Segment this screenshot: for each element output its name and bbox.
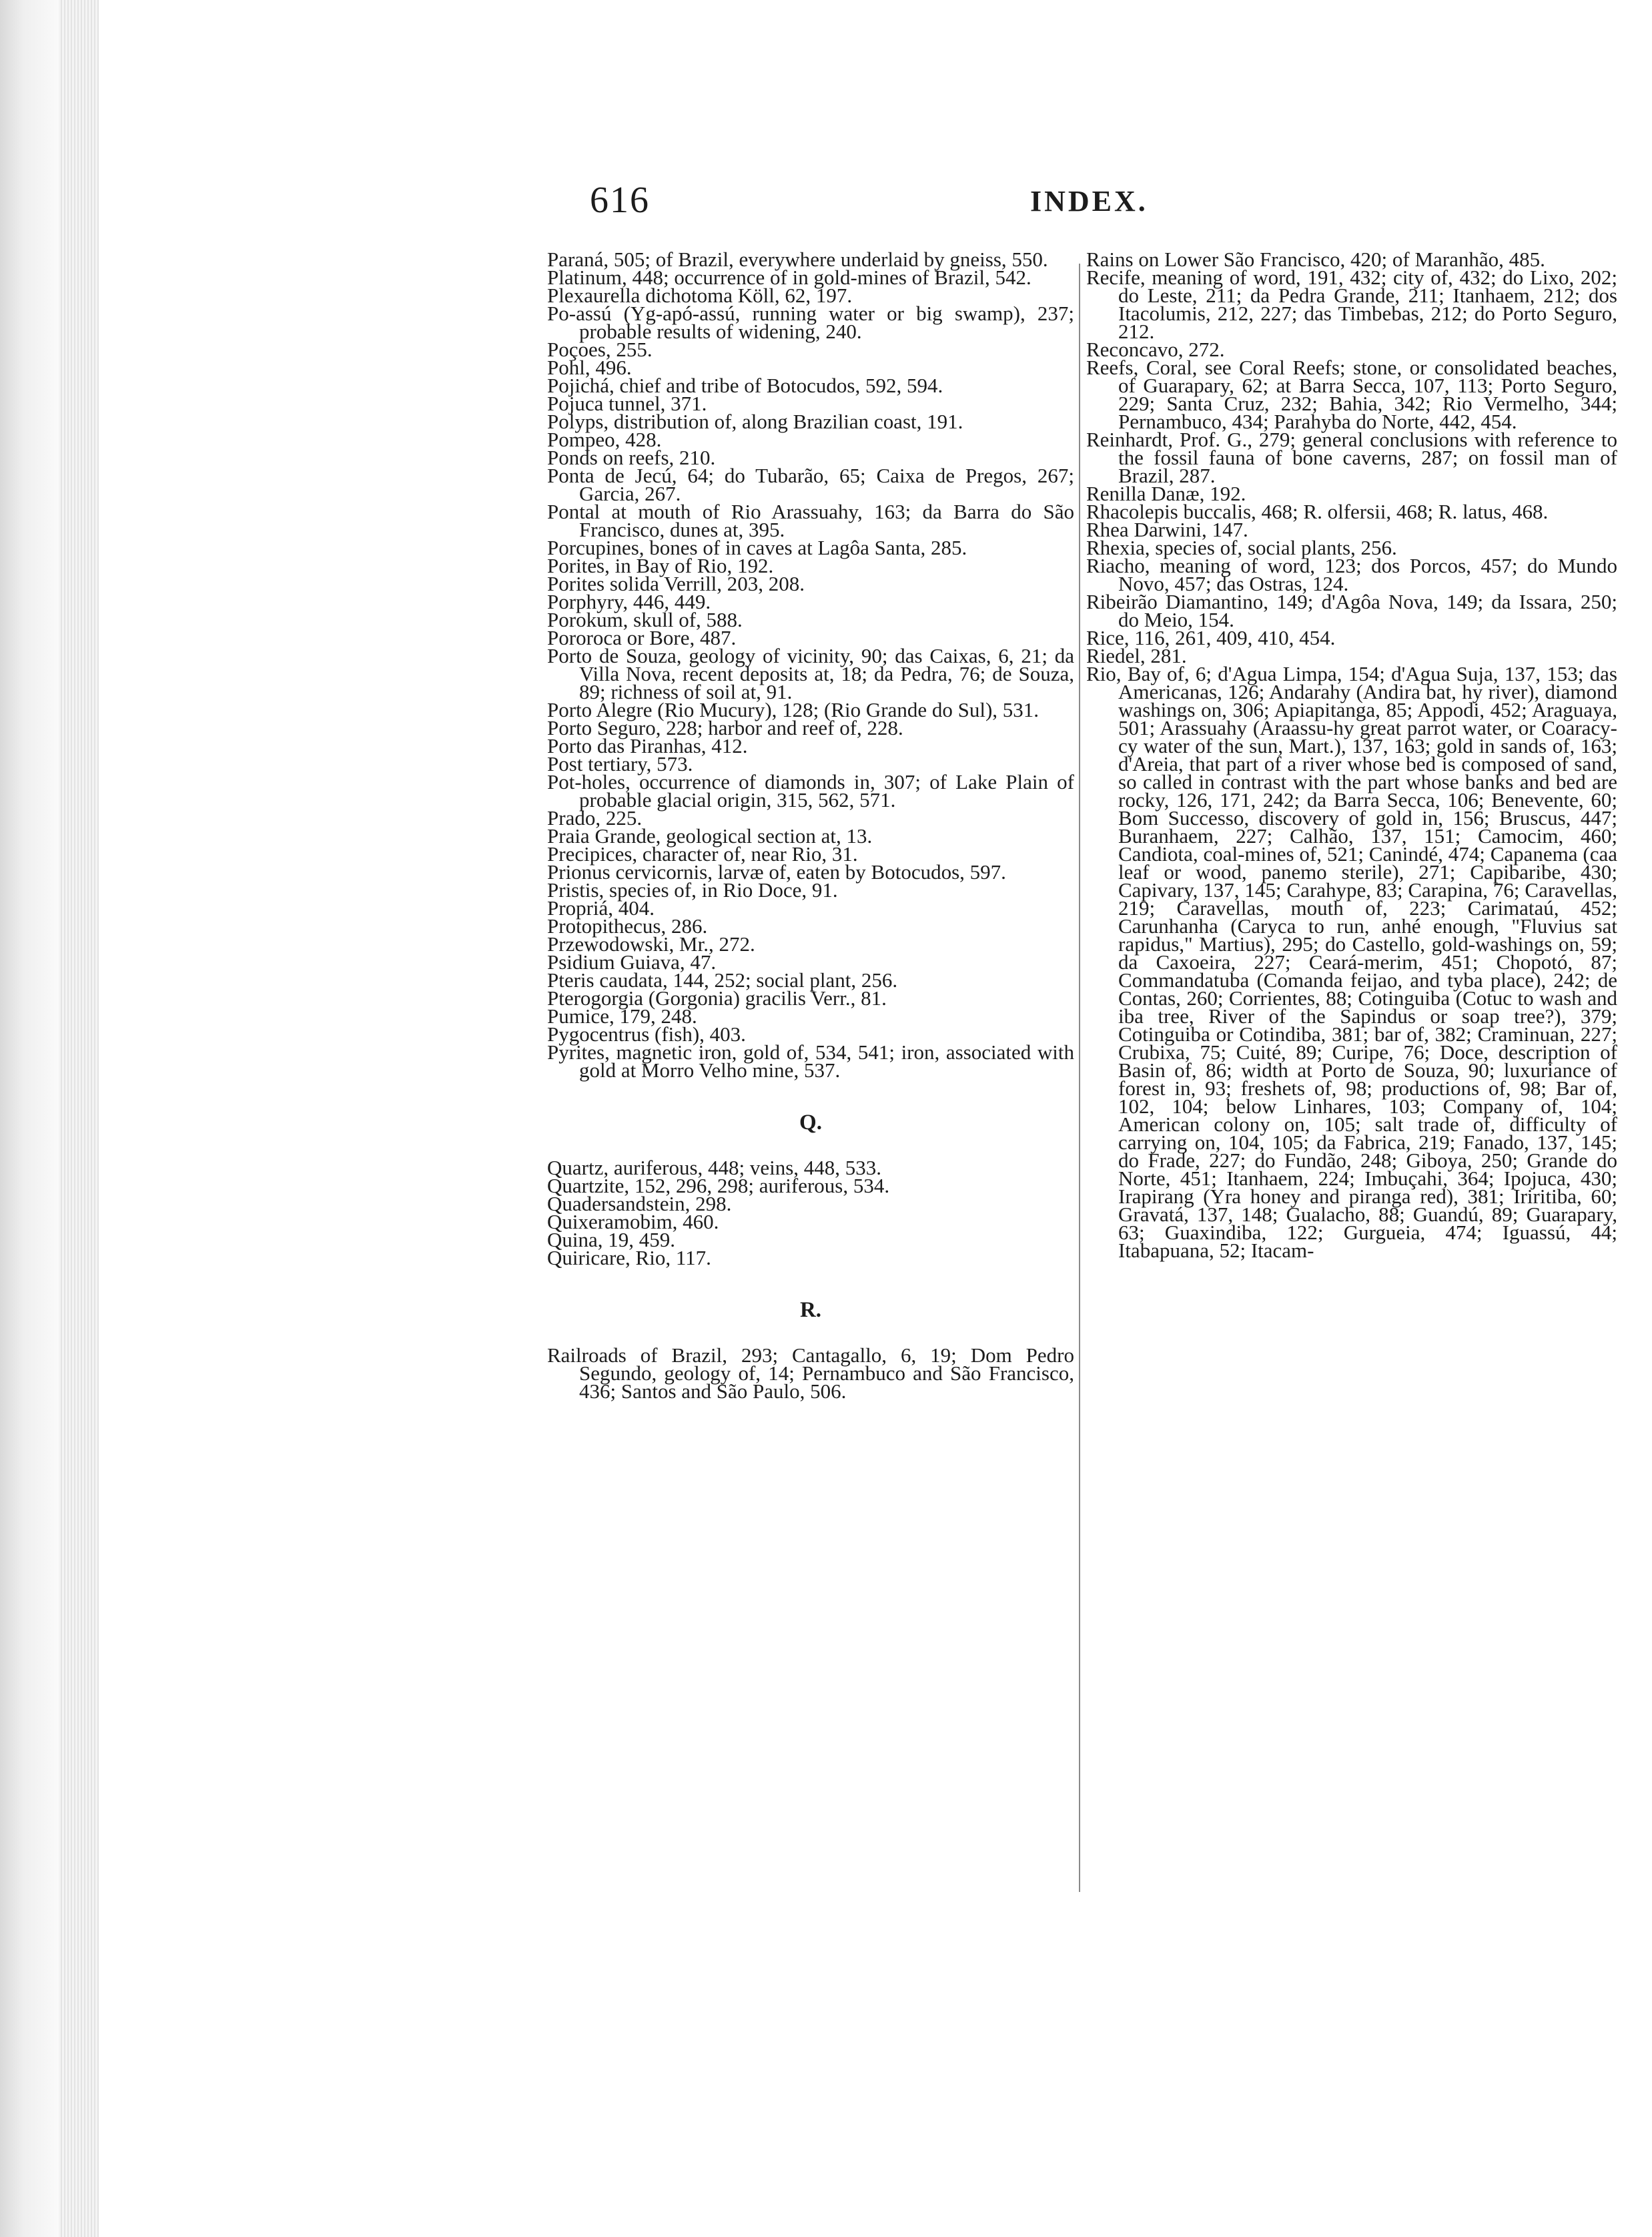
index-entry: Reefs, Coral, see Coral Reefs; stone, or consolidated beaches, of Guarapary, 62; at Barra Secca, 107, 113; Porto Seguro, 229; Santa Cruz, 232; Bahia, 342; Rio Vermelho, 344; Pernambuco, 434; Parahyba do Norte, 442, 454. (1086, 356, 1617, 433)
index-entry: Pojuca tunnel, 371. (547, 392, 707, 415)
index-entry: Pororoca or Bore, 487. (547, 626, 737, 649)
left-column (547, 248, 1074, 1403)
index-entry: Pumice, 179, 248. (547, 1004, 697, 1028)
entries-right (1086, 248, 1617, 1262)
index-entry: Renilla Danæ, 192. (1086, 482, 1246, 505)
index-entry: Porto Alegre (Rio Mucury), 128; (Rio Grande do Sul), 531. (547, 698, 1040, 721)
index-entry: Railroads of Brazil, 293; Cantagallo, 6, 19; Dom Pedro Segundo, geology of, 14; Pernambuco and São Francisco, 436; Santos and São Paulo, 506. (547, 1343, 1074, 1403)
index-entry: Quixeramobim, 460. (547, 1210, 719, 1233)
index-entry: Precipices, character of, near Rio, 31. (547, 842, 858, 866)
index-entry: Pontal at mouth of Rio Arassuahy, 163; da Barra do São Francisco, dunes at, 395. (547, 500, 1074, 541)
index-entry: Paraná, 505; of Brazil, everywhere underlaid by gneiss, 550. (547, 248, 1048, 271)
index-entry: Psidium Guiava, 47. (547, 950, 717, 974)
index-entry: Riedel, 281. (1086, 644, 1187, 667)
index-entry: Prionus cervicornis, larvæ of, eaten by Botocudos, 597. (547, 860, 1006, 884)
index-entry: Po-assú (Yg-apó-assú, running water or big swamp), 237; probable results of widening, 240. (547, 302, 1074, 343)
index-entry: Poçoes, 255. (547, 338, 653, 361)
entries-p (547, 248, 1074, 1082)
index-entry: Ponds on reefs, 210. (547, 446, 716, 469)
index-entry: Pristis, species of, in Rio Doce, 91. (547, 878, 838, 902)
index-entry: Porites, in Bay of Rio, 192. (547, 554, 774, 577)
index-entry: Rains on Lower São Francisco, 420; of Maranhão, 485. (1086, 248, 1545, 271)
index-entry: Porto Seguro, 228; harbor and reef of, 228. (547, 716, 903, 739)
index-entry: Pyrites, magnetic iron, gold of, 534, 541; iron, associated with gold at Morro Velho mine, 537. (547, 1040, 1074, 1082)
index-entry: Platinum, 448; occurrence of in gold-mines of Brazil, 542. (547, 266, 1031, 289)
index-entry: Porto de Souza, geology of vicinity, 90; das Caixas, 6, 21; da Villa Nova, recent deposits at, 18; da Pedra, 76; de Souza, 89; richness of soil at, 91. (547, 644, 1074, 703)
index-entry: Pompeo, 428. (547, 428, 662, 451)
index-entry: Reconcavo, 272. (1086, 338, 1225, 361)
entries-r (547, 1343, 1074, 1403)
index-entry: Rio, Bay of, 6; d'Agua Limpa, 154; d'Agua Suja, 137, 153; das Americanas, 126; Andarahy (Andira bat, hy river), diamond washings on, 306; Apiapitanga, 85; Appodi, 452; Araguaya, 501; Arassuahy (Araassu-hy great parrot water, or Coaracy-cy water of the sun, Mart.), 137, 163; gold in sands of, 163; d'Areia, that part of a river whose bed is composed of sand, so called in contrast with the part whose banks and bed are rocky, 126, 171, 242; da Barra Secca, 106; Benevente, 60; Bom Successo, discovery of gold in, 156; Bruscus, 447; Buranhaem, 227; Calhão, 137, 151; Camocim, 460; Candiota, coal-mines of, 521; Canindé, 474; Capanema (caa leaf or wood, panemo sterile), 271; Capibaribe, 430; Capivary, 137, 145; Carahype, 83; Carapina, 76; Caravellas, 219; Caravellas, mouth of, 223; Carimataú, 452; Carunhanha (Caryca to run, anhé enough, "Fluvius sat rapidus," Martius), 295; do Castello, gold-washings on, 59; da Caxoeira, 227; Ceará-merim, 451; Chopotó, 87; Commandatuba (Comanda feijao, and tyba place), 242; de Contas, 260; Corrientes, 88; Cotinguiba (Cotuc to wash and iba tree, River of the Sapindus or soap tree?), 379; Cotinguiba or Cotindiba, 381; bar of, 382; Craminuan, 227; Crubixa, 75; Cuité, 89; Curipe, 76; Doce, description of Basin of, 86; width at Porto de Souza, 90; luxuriance of forest in, 93; freshets of, 98; productions of, 98; Bar of, 102, 104; below Linhares, 103; Company of, 104; American colony on, 105; salt trade of, difficulty of carrying on, 104, 105; da Fabrica, 219; Fanado, 137, 145; do Frade, 227; do Fundão, 248; Giboya, 250; Grande do Norte, 451; Itanhaem, 224; Imbuçahi, 364; Ipojuca, 430; Irapirang (Yra honey and piranga red), 381; Iriritiba, 60; Gravatá, 137, 148; Gualacho, 88; Guandú, 89; Guarapary, 63; Guaxindiba, 122; Gurgueia, 474; Iguassú, 44; Itabapuana, 52; Itacam- (1086, 662, 1617, 1262)
index-entry: Pohl, 496. (547, 356, 632, 379)
index-entry: Pot-holes, occurrence of diamonds in, 307; of Lake Plain of probable glacial origin, 315, 562, 571. (547, 770, 1074, 812)
index-entry: Przewodowski, Mr., 272. (547, 932, 755, 956)
index-entry: Riacho, meaning of word, 123; dos Porcos, 457; do Mundo Novo, 457; das Ostras, 124. (1086, 554, 1617, 595)
index-entry: Quartzite, 152, 296, 298; auriferous, 534. (547, 1174, 890, 1197)
index-entry: Porites solida Verrill, 203, 208. (547, 572, 805, 595)
index-entry: Plexaurella dichotoma Köll, 62, 197. (547, 284, 853, 307)
index-entry: Porto das Piranhas, 412. (547, 734, 748, 757)
index-entry: Recife, meaning of word, 191, 432; city of, 432; do Lixo, 202; do Leste, 211; da Pedra Grande, 211; Itanhaem, 212; dos Itacolumis, 212, 227; das Timbebas, 212; do Porto Seguro, 212. (1086, 266, 1617, 343)
index-entry: Pojichá, chief and tribe of Botocudos, 592, 594. (547, 374, 943, 397)
index-entry: Prado, 225. (547, 806, 643, 830)
index-entry: Pygocentrus (fish), 403. (547, 1022, 746, 1046)
section-heading-r: R. (799, 1298, 822, 1322)
index-entry: Rice, 116, 261, 409, 410, 454. (1086, 626, 1336, 649)
index-entry: Ponta de Jecú, 64; do Tubarão, 65; Caixa de Pregos, 267; Garcia, 267. (547, 464, 1074, 505)
index-entry: Porcupines, bones of in caves at Lagôa Santa, 285. (547, 536, 967, 559)
index-entry: Polyps, distribution of, along Brazilian coast, 191. (547, 410, 963, 433)
index-entry: Quiricare, Rio, 117. (547, 1246, 711, 1269)
index-entry: Pteris caudata, 144, 252; social plant, 256. (547, 968, 898, 992)
index-entry: Porphyry, 446, 449. (547, 590, 711, 613)
index-entry: Quartz, auriferous, 448; veins, 448, 533. (547, 1156, 882, 1179)
index-entry: Propriá, 404. (547, 896, 655, 920)
index-entry: Post tertiary, 573. (547, 752, 693, 775)
index-entry: Quadersandstein, 298. (547, 1192, 732, 1215)
index-entry: Praia Grande, geological section at, 13. (547, 824, 873, 848)
index-entry: Rhea Darwini, 147. (1086, 518, 1248, 541)
index-entry: Reinhardt, Prof. G., 279; general conclusions with reference to the fossil fauna of bone caverns, 287; on fossil man of Brazil, 287. (1086, 428, 1617, 487)
section-heading-q: Q. (799, 1110, 822, 1135)
index-entry: Porokum, skull of, 588. (547, 608, 743, 631)
column-divider (1079, 264, 1080, 1892)
book-spine (0, 0, 59, 2237)
page-number: 616 (590, 180, 650, 221)
index-entry: Ribeirão Diamantino, 149; d'Agôa Nova, 149; da Issara, 250; do Meio, 154. (1086, 590, 1617, 631)
running-header: INDEX. (1030, 185, 1148, 218)
entries-q (547, 1156, 1074, 1269)
index-entry: Pterogorgia (Gorgonia) gracilis Verr., 81. (547, 986, 887, 1010)
index-entry: Rhexia, species of, social plants, 256. (1086, 536, 1397, 559)
index-entry: Rhacolepis buccalis, 468; R. olfersii, 468; R. latus, 468. (1086, 500, 1549, 523)
right-column (1086, 248, 1617, 1262)
index-entry: Quina, 19, 459. (547, 1228, 676, 1251)
page-edges (59, 0, 99, 2237)
index-entry: Protopithecus, 286. (547, 914, 708, 938)
